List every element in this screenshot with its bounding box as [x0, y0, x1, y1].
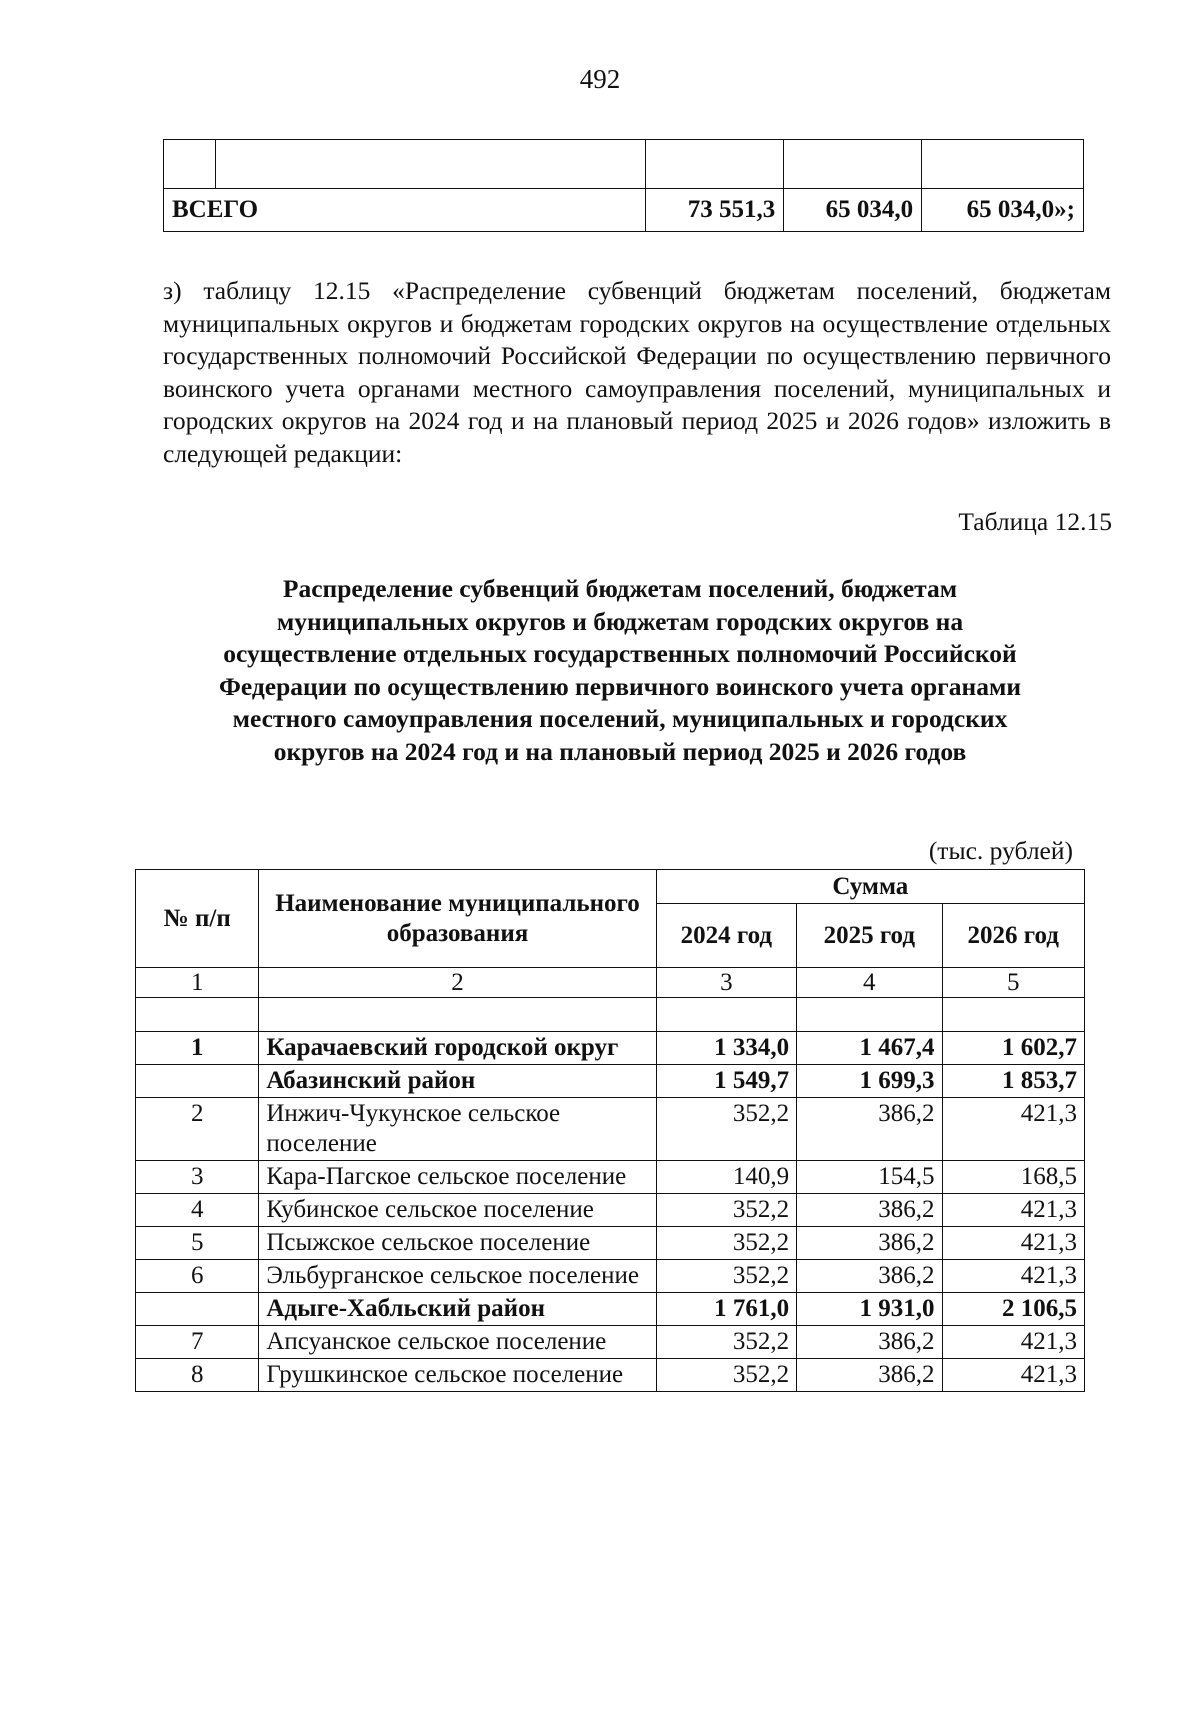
row-value-2024: 1 334,0 [656, 1032, 796, 1065]
row-value-2024: 352,2 [656, 1359, 796, 1392]
column-index: 2 [259, 968, 656, 998]
table-row [136, 1260, 1085, 1293]
header-sum: Сумма [656, 870, 1084, 904]
page-number: 492 [579, 64, 621, 94]
table-title [120, 573, 1120, 768]
row-num: 3 [136, 1161, 259, 1194]
row-value-2024: 352,2 [656, 1194, 796, 1227]
row-num [136, 1065, 259, 1098]
table-caption: Таблица 12.15 [958, 507, 1112, 536]
row-value-2024: 1 761,0 [656, 1293, 796, 1326]
header-year: 2026 год [942, 904, 1084, 968]
table-row [136, 1161, 1085, 1194]
row-value-2025: 386,2 [797, 1326, 942, 1359]
empty-row [164, 140, 1084, 189]
table-cell [784, 140, 922, 189]
table-cell [136, 998, 259, 1032]
table-cell [259, 998, 656, 1032]
table-cell [215, 140, 645, 189]
row-value-2026: 421,3 [942, 1359, 1084, 1392]
row-value-2024: 352,2 [656, 1260, 796, 1293]
row-value-2025: 1 699,3 [797, 1065, 942, 1098]
row-value-2025: 386,2 [797, 1098, 942, 1161]
table-cell [922, 140, 1084, 189]
column-index: 5 [942, 968, 1084, 998]
table-cell [646, 140, 784, 189]
row-name: Абазинский район [259, 1065, 656, 1098]
row-num: 6 [136, 1260, 259, 1293]
row-num: 8 [136, 1359, 259, 1392]
row-name: Карачаевский городской округ [259, 1032, 656, 1065]
total-value: 65 034,0 [784, 189, 922, 232]
column-index-row [136, 968, 1085, 998]
spacer-row [136, 998, 1085, 1032]
row-value-2026: 421,3 [942, 1260, 1084, 1293]
table-row [136, 1227, 1085, 1260]
row-value-2026: 1 853,7 [942, 1065, 1084, 1098]
title-line: Распределение субвенций бюджетам поселений, бюджетам [282, 574, 958, 603]
row-num: 4 [136, 1194, 259, 1227]
table-row [136, 1098, 1085, 1161]
row-value-2024: 1 549,7 [656, 1065, 796, 1098]
header-year: 2024 год [656, 904, 796, 968]
table-row [136, 1194, 1085, 1227]
row-name: Инжич-Чукунское сельское поселение [259, 1098, 656, 1161]
total-value: 73 551,3 [646, 189, 784, 232]
total-value: 65 034,0»; [922, 189, 1084, 232]
row-name: Эльбурганское сельское поселение [259, 1260, 656, 1293]
total-label: ВСЕГО [164, 189, 646, 232]
units-label: (тыс. рублей) [928, 836, 1073, 865]
subvention-table [135, 869, 1085, 1392]
row-name: Адыге-Хабльский район [259, 1293, 656, 1326]
table-row [136, 1326, 1085, 1359]
row-value-2026: 421,3 [942, 1098, 1084, 1161]
row-num: 7 [136, 1326, 259, 1359]
table-cell [942, 998, 1084, 1032]
row-value-2026: 1 602,7 [942, 1032, 1084, 1065]
row-value-2025: 386,2 [797, 1260, 942, 1293]
row-name: Кубинское сельское поселение [259, 1194, 656, 1227]
title-line: местного самоуправления поселений, муниципальных и городских [232, 704, 1008, 733]
row-value-2026: 168,5 [942, 1161, 1084, 1194]
column-index: 4 [797, 968, 942, 998]
total-row [164, 189, 1084, 232]
row-value-2026: 421,3 [942, 1326, 1084, 1359]
row-value-2026: 421,3 [942, 1194, 1084, 1227]
row-value-2025: 386,2 [797, 1359, 942, 1392]
previous-table-tail [163, 139, 1084, 232]
title-line: округов на 2024 год и на плановый период 2025 и 2026 годов [273, 736, 967, 766]
row-value-2024: 140,9 [656, 1161, 796, 1194]
header-year: 2025 год [797, 904, 942, 968]
row-num [136, 1293, 259, 1326]
row-num: 1 [136, 1032, 259, 1065]
row-value-2024: 352,2 [656, 1326, 796, 1359]
table-row [136, 1293, 1085, 1326]
row-num: 2 [136, 1098, 259, 1161]
table-cell [797, 998, 942, 1032]
table-row [136, 1065, 1085, 1098]
row-value-2025: 154,5 [797, 1161, 942, 1194]
row-value-2026: 2 106,5 [942, 1293, 1084, 1326]
header-row [136, 870, 1085, 904]
header-name: Наименование муниципального образования [259, 870, 656, 968]
table-cell [164, 140, 216, 189]
column-index: 3 [656, 968, 796, 998]
table-cell [656, 998, 796, 1032]
row-name: Апсуанское сельское поселение [259, 1326, 656, 1359]
header-num: № п/п [136, 870, 259, 968]
title-line: Федерации по осуществлению первичного воинского учета органами [218, 671, 1022, 701]
amendment-paragraph: з) таблицу 12.15 «Распределение субвенций бюджетам поселений, бюджетам муниципальных округов и бюджетам городских округов на осуществление отдельных государственных полномочий Российской Федерации по осуществлению первичного воинского учета органами местного самоуправления поселений, муниципальных и городских округов на 2024 год и на плановый период 2025 и 2026 годов» изложить в следующей редакции: [163, 276, 1111, 468]
row-value-2025: 386,2 [797, 1194, 942, 1227]
row-value-2025: 386,2 [797, 1227, 942, 1260]
row-value-2025: 1 467,4 [797, 1032, 942, 1065]
table-row [136, 1032, 1085, 1065]
row-name: Псыжское сельское поселение [259, 1227, 656, 1260]
row-value-2024: 352,2 [656, 1098, 796, 1161]
title-line: муниципальных округов и бюджетам городских округов на [276, 606, 964, 636]
title-line: осуществление отдельных государственных полномочий Российской [223, 639, 1017, 668]
row-value-2025: 1 931,0 [797, 1293, 942, 1326]
row-name: Кара-Пагское сельское поселение [259, 1161, 656, 1194]
row-value-2026: 421,3 [942, 1227, 1084, 1260]
column-index: 1 [136, 968, 259, 998]
row-name: Грушкинское сельское поселение [259, 1359, 656, 1392]
row-value-2024: 352,2 [656, 1227, 796, 1260]
row-num: 5 [136, 1227, 259, 1260]
table-row [136, 1359, 1085, 1392]
